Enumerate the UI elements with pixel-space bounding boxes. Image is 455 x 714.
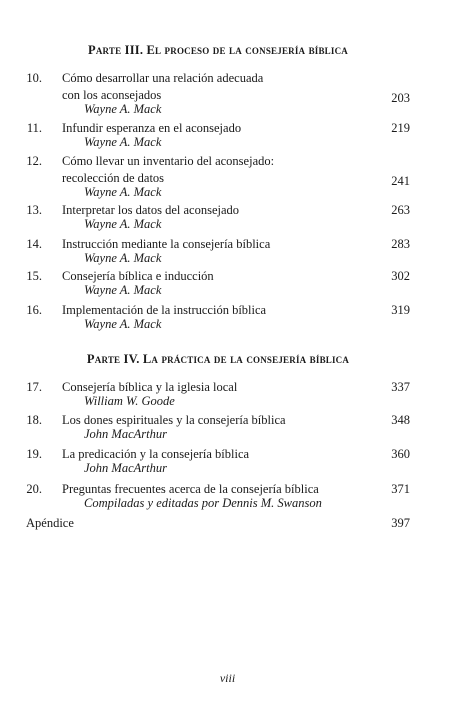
- chapter-author: Wayne A. Mack: [84, 217, 162, 231]
- page-number: 319: [391, 303, 410, 317]
- chapter-title-line: Instrucción mediante la consejería bíblica: [62, 237, 271, 251]
- chapter-number: 11.: [26, 121, 42, 135]
- page-number: 360: [391, 447, 410, 461]
- chapter-title-line: La predicación y la consejería bíblica: [62, 447, 250, 461]
- chapter-title-line: recolección de datos: [62, 171, 165, 185]
- chapter-number: 10.: [26, 71, 42, 85]
- chapter-author: Wayne A. Mack: [84, 102, 162, 116]
- chapter-author: Wayne A. Mack: [84, 135, 162, 149]
- page-number: 302: [391, 269, 410, 283]
- chapter-author: Wayne A. Mack: [84, 317, 162, 331]
- chapter-author: Wayne A. Mack: [84, 283, 162, 297]
- page-number: 203: [391, 91, 410, 105]
- chapter-title-line: con los aconsejados: [62, 88, 162, 102]
- chapter-title-line: Interpretar los datos del aconsejado: [62, 203, 240, 217]
- part-heading: Parte IV. La práctica de la consejería bíblica: [86, 352, 350, 366]
- page-number: 263: [391, 203, 410, 217]
- chapter-author: Compiladas y editadas por Dennis M. Swanson: [84, 496, 322, 510]
- chapter-title-line: Los dones espirituales y la consejería bíblica: [62, 413, 286, 427]
- page-number: 283: [391, 237, 410, 251]
- chapter-title-line: Consejería bíblica y la iglesia local: [62, 380, 238, 394]
- chapter-title-line: Infundir esperanza en el aconsejado: [62, 121, 242, 135]
- chapter-number: 14.: [26, 237, 42, 251]
- chapter-author: William W. Goode: [84, 394, 175, 408]
- chapter-title-line: Cómo desarrollar una relación adecuada: [62, 71, 264, 85]
- chapter-author: Wayne A. Mack: [84, 251, 162, 265]
- chapter-number: 16.: [26, 303, 42, 317]
- chapter-number: 18.: [26, 413, 42, 427]
- chapter-author: John MacArthur: [84, 461, 167, 475]
- part-heading: Parte III. El proceso de la consejería bíblica: [87, 43, 348, 57]
- page-number: 241: [391, 174, 410, 188]
- page-number: 337: [391, 380, 410, 394]
- chapter-number: 12.: [26, 154, 42, 168]
- chapter-number: 20.: [26, 482, 42, 496]
- appendix-label: Apéndice: [26, 516, 74, 530]
- chapter-number: 15.: [26, 269, 42, 283]
- chapter-title-line: Implementación de la instrucción bíblica: [62, 303, 267, 317]
- chapter-author: Wayne A. Mack: [84, 185, 162, 199]
- chapter-title-line: Consejería bíblica e inducción: [62, 269, 214, 283]
- page-number: 397: [391, 516, 410, 530]
- chapter-number: 19.: [26, 447, 42, 461]
- page-number: 219: [391, 121, 410, 135]
- page-number: 348: [391, 413, 410, 427]
- chapter-title-line: Cómo llevar un inventario del aconsejado:: [62, 154, 275, 168]
- chapter-title-line: Preguntas frecuentes acerca de la consejería bíblica: [62, 482, 319, 496]
- chapter-number: 13.: [26, 203, 42, 217]
- page-number: 371: [391, 482, 410, 496]
- chapter-number: 17.: [26, 380, 42, 394]
- page-folio: viii: [219, 671, 236, 685]
- chapter-author: John MacArthur: [84, 427, 167, 441]
